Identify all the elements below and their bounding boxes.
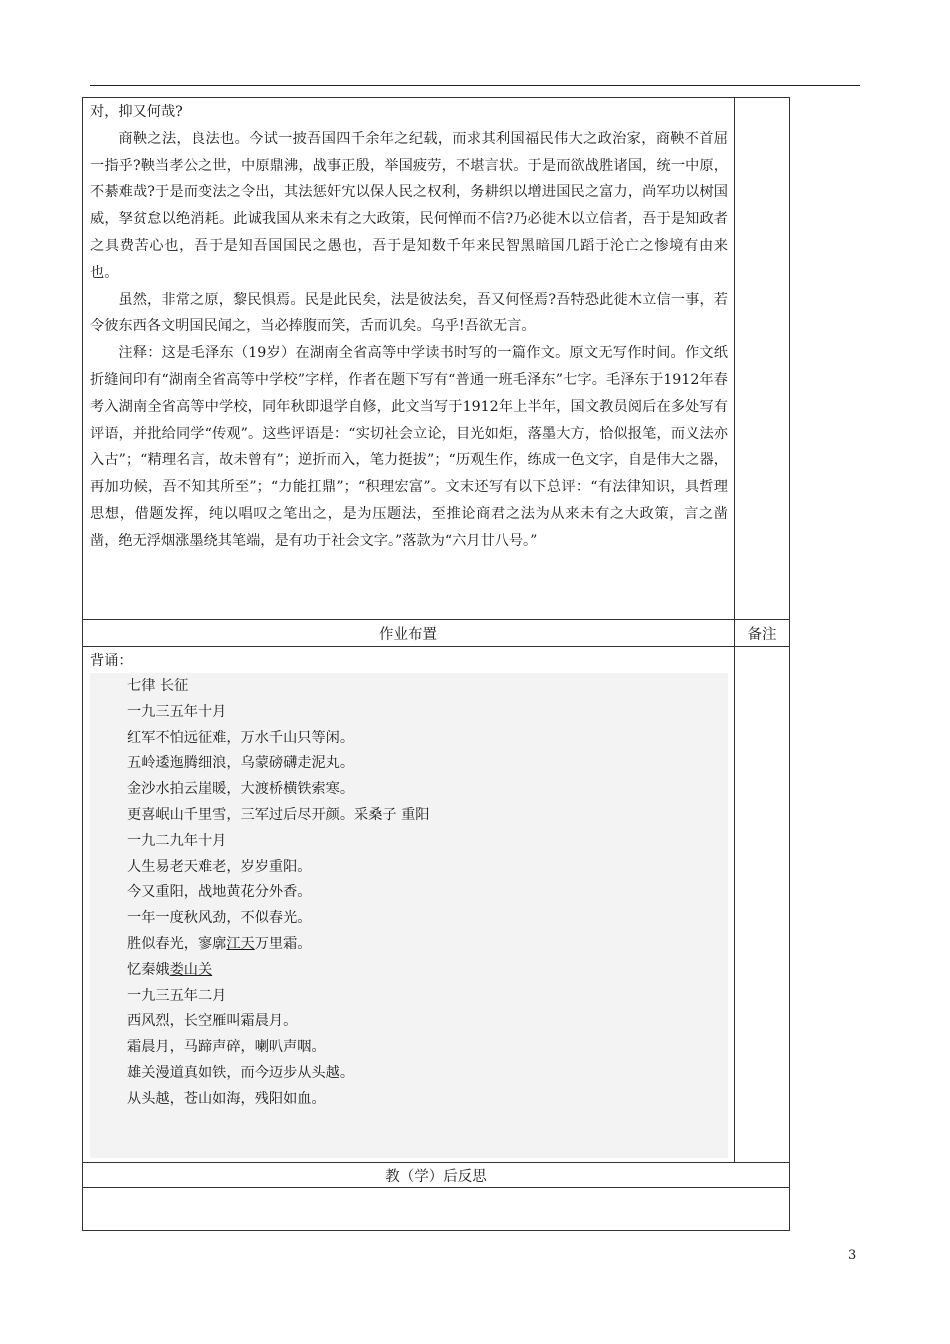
poem-line: 雄关漫道真如铁，而今迈步从头越。: [127, 1064, 355, 1081]
poem-line: 今又重阳，战地黄花分外香。: [127, 884, 312, 901]
poem-line: 人生易老天难老，岁岁重阳。: [127, 858, 312, 875]
essay-annotation: 注释：这是毛泽东（19岁）在湖南全省高等中学读书时写的一篇作文。原文无写作时间。作文纸折缝间印有“湖南全省高等中学校”字样，作者在题下写有“普通一班毛泽东”七字。毛泽东于1912年春考入湖南全省高等中学校，同年秋即退学自修，此文当写于1912年上半年，国文教员阅后在多处写有评语，并批给同学“传观”。这些评语是：“实切社会立论，目光如炬，落墨大方，恰似报笔，而义法亦入古”；“精理名言，故未曾有”；逆折而入，笔力挺拔”；“历观生作，练成一色文字，自是伟大之器，再加功候，吾不知其所至”；“力能扛鼎”；“积理宏富”。文末还写有以下总评：“有法律知识，具哲理思想，借题发挥，纯以唱叹之笔出之，是为压题法，至推论商君之法为从来未有之大政策，言之凿凿，绝无浮烟涨墨绕其笔端，是有功于社会文字。”落款为“六月廿八号。”: [90, 345, 728, 549]
essay-text: [90, 99, 728, 555]
underlined-text: 江天: [226, 935, 255, 952]
poem-line: [127, 932, 429, 958]
poem-line: 红军不怕远征难，万水千山只等闲。: [127, 729, 355, 746]
table-row-divider: [82, 646, 790, 647]
poem-line-text: 万里霜。: [254, 935, 312, 952]
poem-line: 金沙水拍云崖暖，大渡桥横铁索寒。: [127, 781, 355, 798]
essay-paragraph: 商鞅之法，良法也。今试一披吾国四千余年之纪载，而求其利国福民伟大之政治家，商鞅不首屈一指乎?鞅当孝公之世，中原鼎沸，战事正殷，举国疲劳，不堪言状。于是而欲战胜诸国，统一中原，不綦难哉?于是而变法之令出，其法惩奸宄以保人民之权利，务耕织以增进国民之富力，尚军功以树国威，孥贫怠以绝消耗。此诚我国从来未有之大政策，民何惮而不信?乃必徙木以立信者，吾于是知政者之具费苦心也，吾于是知吾国国民之愚也，吾于是知数千年来民智黑暗国几蹈于沦亡之惨境有由来也。: [90, 130, 728, 281]
essay-paragraph: 虽然，非常之原，黎民惧焉。民是此民矣，法是彼法矣，吾又何怪焉?吾特恐此徙木立信一事，若令彼东西各文明国民闻之，当必捧腹而笑，舌而讥矣。乌乎!吾欲无言。: [90, 291, 728, 335]
poem-line: 从头越，苍山如海，残阳如血。: [127, 1090, 326, 1107]
poem-date: 一九三五年十月: [127, 703, 227, 720]
poem-line: 一年一度秋风劲，不似春光。: [127, 910, 312, 927]
remarks-header: 备注: [747, 627, 777, 643]
underlined-text: 娄山关: [169, 961, 213, 978]
recite-label: 背诵：: [90, 653, 133, 669]
poem-line: 西风烈，长空雁叫霜晨月。: [127, 1013, 298, 1030]
table-row-divider: [82, 619, 790, 620]
reflection-header: 教（学）后反思: [385, 1169, 487, 1185]
poem-line: 五岭逶迤腾细浪，乌蒙磅礴走泥丸。: [127, 755, 355, 772]
table-row-divider: [82, 1162, 790, 1163]
poem-list: [127, 674, 429, 1113]
page-number: 3: [848, 1248, 857, 1263]
poem-line-text: 胜似春光，寥廓: [127, 935, 227, 952]
essay-paragraph: 对，抑又何哉?: [90, 104, 183, 120]
poem-title-text: 忆秦娥: [127, 961, 170, 978]
poem-title: [127, 958, 429, 984]
header-rule: [90, 85, 860, 86]
poem-title: 七律 长征: [127, 678, 189, 694]
poem-line: 霜晨月，马蹄声碎，喇叭声咽。: [127, 1039, 326, 1056]
poem-line: 更喜岷山千里雪，三军过后尽开颜。采桑子 重阳: [127, 806, 430, 823]
table-row-divider: [82, 1187, 790, 1188]
homework-header: 作业布置: [379, 627, 437, 643]
poem-date: 一九三五年二月: [127, 987, 227, 1004]
poem-date: 一九二九年十月: [127, 832, 227, 849]
